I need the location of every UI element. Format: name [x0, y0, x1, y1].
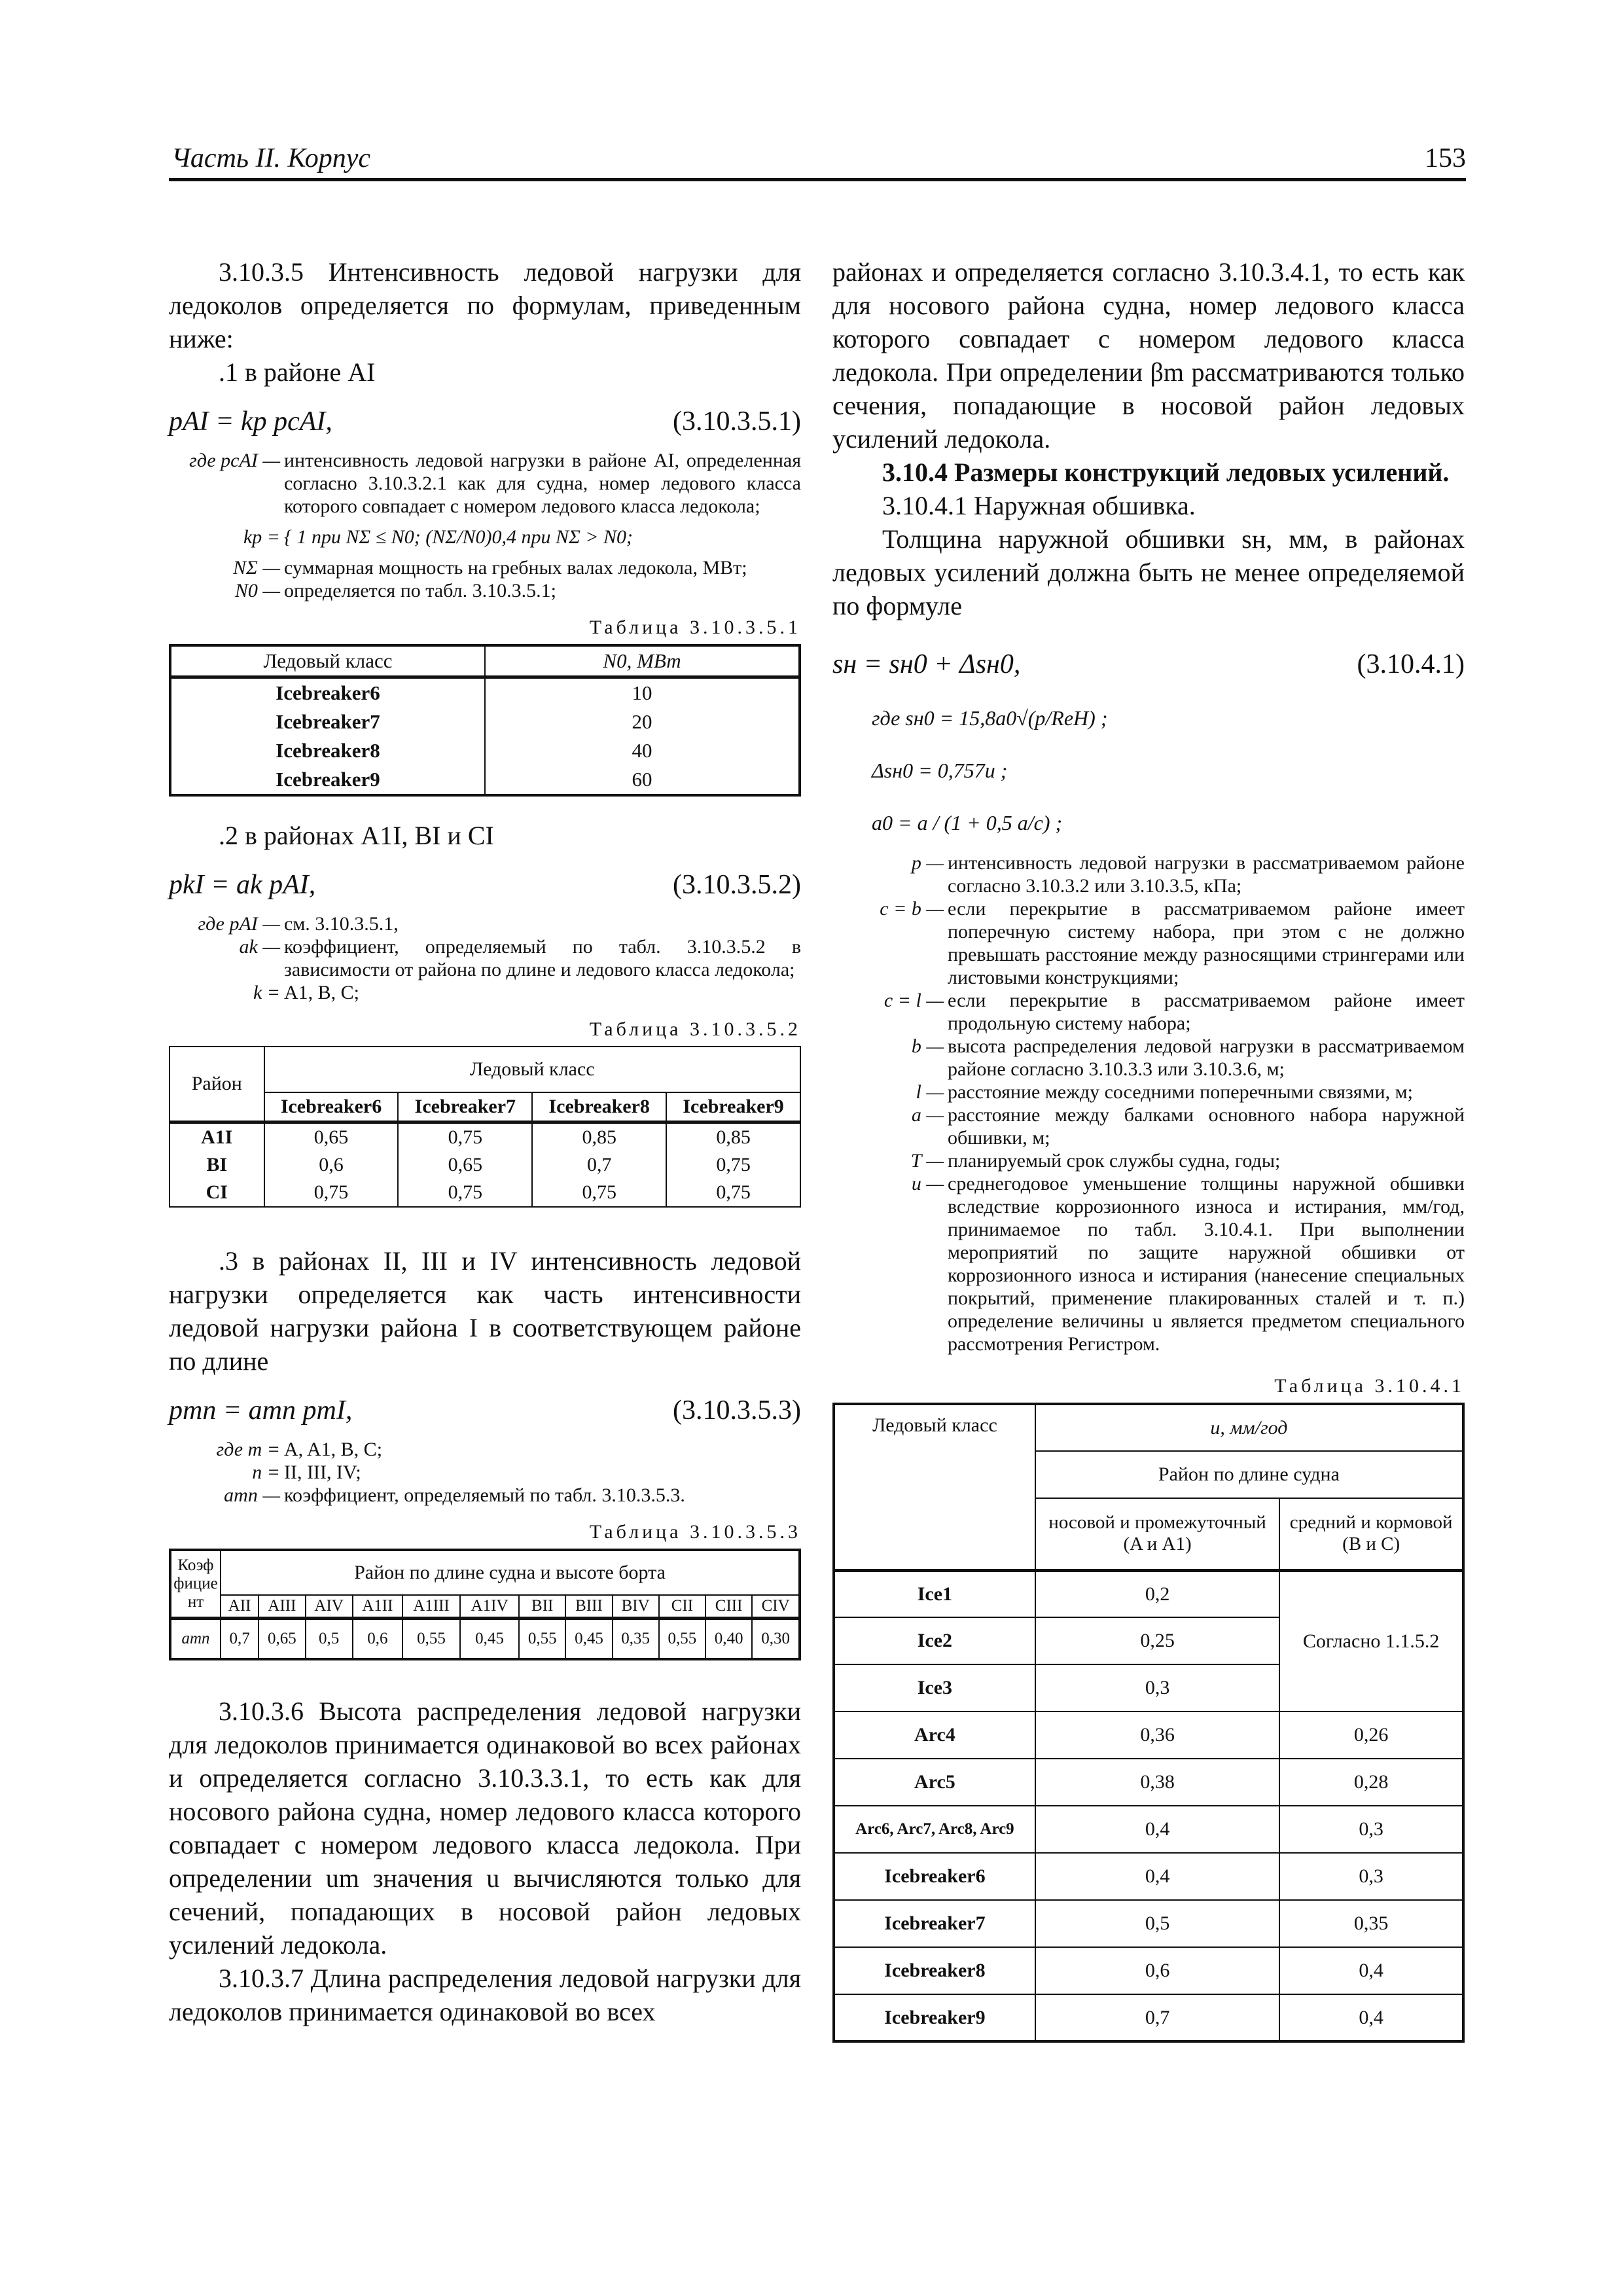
- table-3-10-3-5-2: [169, 1046, 801, 1208]
- table-caption: Таблица 3.10.3.5.1: [589, 617, 801, 638]
- table-cell: Icebreaker7: [834, 1900, 1035, 1947]
- table-caption: Таблица 3.10.3.5.3: [589, 1521, 801, 1543]
- table-cell: A1I: [169, 1122, 264, 1152]
- def-symbol: где pcAI —: [189, 450, 280, 471]
- definition-row: [169, 579, 801, 602]
- definition-row: [832, 1149, 1465, 1172]
- def-symbol: kp =: [243, 526, 280, 548]
- definition-row: [169, 935, 801, 981]
- def-symbol: u —: [911, 1173, 944, 1194]
- para-3-10-3-7: 3.10.3.7 Длина распределения ледовой нагрузки для ледоколов принимается одинаковой во всех: [169, 1963, 801, 2026]
- right-column: [832, 255, 1465, 2043]
- table-header: Район по длине судна и высоте борта: [221, 1550, 800, 1595]
- table-cell: 0,85: [532, 1122, 666, 1152]
- table-cell: 0,45: [460, 1619, 519, 1659]
- def-text: планируемый срок службы судна, годы;: [948, 1150, 1281, 1172]
- definition-row: [169, 1484, 801, 1507]
- table-header: N0, МВт: [485, 645, 800, 677]
- page-number: 153: [1425, 143, 1466, 173]
- table-cell: 0,26: [1279, 1712, 1463, 1759]
- table-cell: 0,4: [1279, 1994, 1463, 2041]
- formula-3-10-3-5-1: [169, 406, 801, 437]
- table-cell: Arc4: [834, 1712, 1035, 1759]
- table-cell: 0,3: [1035, 1664, 1279, 1712]
- table-cell: Icebreaker6: [170, 677, 485, 708]
- def-symbol: где m =: [216, 1439, 280, 1460]
- table-caption: Таблица 3.10.4.1: [1274, 1375, 1465, 1397]
- table-header: BIII: [565, 1595, 612, 1619]
- table-cell: 0,65: [264, 1122, 399, 1152]
- table-header: CIV: [752, 1595, 800, 1619]
- definition-row: [832, 852, 1465, 897]
- table-header: A1III: [402, 1595, 460, 1619]
- table-cell: 0,4: [1279, 1947, 1463, 1994]
- formula-number: (3.10.3.5.1): [673, 406, 801, 437]
- table-cell: 0,4: [1035, 1853, 1279, 1900]
- table-cell: 0,40: [705, 1619, 752, 1659]
- table-cell: 0,5: [306, 1619, 353, 1659]
- def-text: среднегодовое уменьшение толщины наружной обшивки вследствие коррозионного износа и истирания, мм/год, принимаемое по табл. 3.10.4.1. При выполнении мероприятий по защите наружной обшивки от коррозионного износа и истирания (нанесение специальных покрытий, применение плакированных сталей и т. п.) определение величины u является предметом специального рассмотрения Регистром.: [948, 1173, 1465, 1355]
- definition-row: [832, 1081, 1465, 1103]
- table-cell: 0,75: [264, 1179, 399, 1207]
- left-column: [169, 255, 801, 2028]
- table-cell: 0,6: [353, 1619, 402, 1659]
- def-symbol: n =: [252, 1462, 280, 1483]
- def-symbol: b —: [911, 1035, 944, 1057]
- def-text: расстояние между соседними поперечными связями, м;: [948, 1081, 1413, 1103]
- definition-row: [169, 1461, 801, 1484]
- def-symbol: где pAI —: [198, 913, 280, 935]
- table-cell: Arc6, Arc7, Arc8, Arc9: [834, 1806, 1035, 1853]
- table-cell: 0,35: [1279, 1900, 1463, 1947]
- table-cell: Icebreaker8: [834, 1947, 1035, 1994]
- sub-formula: где sн0 = 15,8a0√(p/ReH) ;: [872, 706, 1108, 730]
- def-text: интенсивность ледовой нагрузки в районе AI, определенная согласно 3.10.3.2.1 как для судна, номер ледового класса которого совпадает с номером ледового класса ледокола;: [284, 450, 801, 517]
- section-3-10-4-heading: 3.10.4 Размеры конструкций ледовых усилений.: [882, 457, 1450, 487]
- table-header: AIII: [259, 1595, 305, 1619]
- table-header: Icebreaker6: [264, 1092, 399, 1122]
- def-text: если перекрытие в рассматриваемом районе имеет продольную систему набора;: [948, 990, 1465, 1034]
- table-header: Район по длине судна: [1035, 1451, 1463, 1498]
- formula-number: (3.10.4.1): [1357, 649, 1465, 679]
- formula-expression: pAI = kp pcAI,: [169, 406, 332, 437]
- def-text: { 1 при NΣ ≤ N0; (NΣ/N0)0,4 при NΣ > N0;: [284, 526, 633, 548]
- table-cell: 0,55: [659, 1619, 705, 1659]
- table-cell: 0,38: [1035, 1759, 1279, 1806]
- table-cell: CI: [169, 1179, 264, 1207]
- table-cell: 40: [485, 736, 800, 765]
- table-cell: 20: [485, 708, 800, 736]
- table-cell: 0,3: [1279, 1853, 1463, 1900]
- table-header: u, мм/год: [1035, 1404, 1463, 1451]
- def-symbol: l —: [916, 1081, 944, 1103]
- table-cell: 0,3: [1279, 1806, 1463, 1853]
- table-cell: Icebreaker9: [170, 765, 485, 795]
- table-header: Icebreaker8: [532, 1092, 666, 1122]
- def-symbol: p —: [911, 852, 944, 874]
- table-header: Коэффициент: [170, 1550, 221, 1619]
- def-text: суммарная мощность на гребных валах ледокола, МВт;: [284, 557, 747, 579]
- table-header: Ледовый класс: [264, 1047, 800, 1092]
- table-cell: 0,7: [221, 1619, 259, 1659]
- sub-formulas: [832, 692, 1465, 849]
- table-cell: 0,65: [398, 1151, 532, 1179]
- def-text: см. 3.10.3.5.1,: [284, 913, 399, 935]
- table-3-10-3-5-1: [169, 644, 801, 797]
- def-text: определяется по табл. 3.10.3.5.1;: [284, 580, 556, 601]
- running-header-title: Часть II. Корпус: [171, 143, 371, 173]
- table-header: CIII: [705, 1595, 752, 1619]
- def-text: высота распределения ледовой нагрузки в рассматриваемом районе согласно 3.10.3.3 или 3.10.3.6, м;: [948, 1035, 1465, 1080]
- table-cell: 0,5: [1035, 1900, 1279, 1947]
- item-1: .1 в районе AI: [219, 357, 376, 387]
- table-cell: 0,45: [565, 1619, 612, 1659]
- table-cell: 0,30: [752, 1619, 800, 1659]
- table-cell: 0,85: [666, 1122, 800, 1152]
- para-continued: районах и определяется согласно 3.10.3.4.1, то есть как для носового района судна, номер ледового класса которого совпадает с номером ледового класса ледокола. При определении βm рассматриваются только сечения, попадающие в носовой район ледовых усилений ледокола.: [832, 257, 1465, 454]
- table-cell: Arc5: [834, 1759, 1035, 1806]
- definition-row: [169, 526, 801, 548]
- table-cell: 0,35: [613, 1619, 659, 1659]
- table-header: Ледовый класс: [834, 1404, 1035, 1570]
- para-3-10-3-5: 3.10.3.5 Интенсивность ледовой нагрузки для ледоколов определяется по формулам, приведенным ниже:: [169, 257, 801, 353]
- table-cell-note: Согласно 1.1.5.2: [1279, 1570, 1463, 1712]
- table-cell: Ice3: [834, 1664, 1035, 1712]
- def-symbol: a —: [911, 1104, 944, 1126]
- definitions-2: [169, 912, 801, 1004]
- def-symbol: c = l —: [883, 990, 944, 1011]
- def-text: II, III, IV;: [284, 1462, 361, 1483]
- para-shell-plating: Толщина наружной обшивки sн, мм, в районах ледовых усилений должна быть не менее определяемой по формуле: [832, 524, 1465, 620]
- item-2: .2 в районах A1I, BI и CI: [219, 821, 494, 850]
- formula-number: (3.10.3.5.3): [673, 1395, 801, 1426]
- definition-row: [169, 449, 801, 518]
- formula-expression: pmn = amn pmI,: [169, 1395, 353, 1426]
- def-text: если перекрытие в рассматриваемом районе имеет поперечную систему набора, при этом c не должно превышать расстояние между разносящими стрингерами или листовыми конструкциями;: [948, 898, 1465, 988]
- formula-expression: sн = sн0 + Δsн0,: [832, 649, 1021, 679]
- table-header: A1IV: [460, 1595, 519, 1619]
- table-cell: 0,6: [1035, 1947, 1279, 1994]
- table-header: Icebreaker7: [398, 1092, 532, 1122]
- table-cell: 0,7: [532, 1151, 666, 1179]
- table-header: средний и кормовой (B и C): [1279, 1498, 1463, 1570]
- table-cell: 0,75: [532, 1179, 666, 1207]
- table-header: BIV: [613, 1595, 659, 1619]
- table-cell: 0,75: [398, 1179, 532, 1207]
- table-cell: 0,75: [666, 1151, 800, 1179]
- table-header: AII: [221, 1595, 259, 1619]
- formula-3-10-3-5-2: [169, 869, 801, 901]
- definition-row: [169, 1438, 801, 1461]
- definition-row: [169, 556, 801, 579]
- table-row-label: amn: [170, 1619, 221, 1659]
- table-header: AIV: [306, 1595, 353, 1619]
- formula-number: (3.10.3.5.2): [673, 870, 801, 900]
- table-cell: 0,7: [1035, 1994, 1279, 2041]
- table-header: Ледовый класс: [170, 645, 485, 677]
- table-cell: 0,55: [519, 1619, 565, 1659]
- def-symbol: amn —: [224, 1484, 280, 1506]
- table-cell: Icebreaker8: [170, 736, 485, 765]
- table-cell: BI: [169, 1151, 264, 1179]
- definition-row: [169, 981, 801, 1004]
- table-cell: Icebreaker9: [834, 1994, 1035, 2041]
- table-header: A1II: [353, 1595, 402, 1619]
- formula-3-10-3-5-3: [169, 1395, 801, 1426]
- def-symbol: T —: [910, 1150, 944, 1172]
- definition-row: [832, 1103, 1465, 1149]
- definition-row: [832, 989, 1465, 1035]
- table-3-10-3-5-3: [169, 1549, 801, 1660]
- def-symbol: k =: [253, 982, 280, 1003]
- definitions-3: [169, 1438, 801, 1507]
- header-rule: [169, 178, 1466, 181]
- item-3: .3 в районах II, III и IV интенсивность ледовой нагрузки определяется как часть интенсивности ледовой нагрузки района I в соответствующем районе по длине: [169, 1246, 801, 1376]
- table-cell: 0,36: [1035, 1712, 1279, 1759]
- def-text: A, A1, B, C;: [284, 1439, 383, 1460]
- definitions-1: [169, 449, 801, 602]
- table-cell: 0,65: [259, 1619, 305, 1659]
- def-text: A1, B, C;: [284, 982, 360, 1003]
- table-cell: 0,55: [402, 1619, 460, 1659]
- formula-3-10-4-1: [832, 649, 1465, 680]
- sub-formula: Δsн0 = 0,757u ;: [872, 759, 1008, 782]
- def-text: коэффициент, определяемый по табл. 3.10.3.5.3.: [284, 1484, 685, 1506]
- table-cell: Ice2: [834, 1617, 1035, 1664]
- definition-row: [832, 1172, 1465, 1355]
- table-caption: Таблица 3.10.3.5.2: [589, 1018, 801, 1040]
- table-3-10-4-1: [832, 1403, 1465, 2043]
- table-cell: 0,75: [398, 1122, 532, 1152]
- definitions-4: [832, 852, 1465, 1355]
- formula-expression: pkI = ak pAI,: [169, 870, 316, 900]
- table-cell: Icebreaker7: [170, 708, 485, 736]
- table-cell: 10: [485, 677, 800, 708]
- sub-formula: a0 = a / (1 + 0,5 a/c) ;: [872, 811, 1063, 834]
- table-cell: 0,2: [1035, 1570, 1279, 1617]
- def-symbol: ak —: [239, 936, 280, 958]
- table-cell: 0,6: [264, 1151, 399, 1179]
- def-symbol: c = b —: [880, 898, 944, 920]
- def-text: расстояние между балками основного набора наружной обшивки, м;: [948, 1104, 1465, 1149]
- table-header: BII: [519, 1595, 565, 1619]
- definition-row: [832, 1035, 1465, 1081]
- table-header: Icebreaker9: [666, 1092, 800, 1122]
- table-header: Район: [169, 1047, 264, 1122]
- table-cell: Ice1: [834, 1570, 1035, 1617]
- def-symbol: NΣ —: [232, 557, 280, 579]
- definition-row: [169, 912, 801, 935]
- table-cell: 0,28: [1279, 1759, 1463, 1806]
- definition-row: [832, 897, 1465, 989]
- def-text: интенсивность ледовой нагрузки в рассматриваемом районе согласно 3.10.3.2 или 3.10.3.5, кПа;: [948, 852, 1465, 897]
- table-cell: 0,75: [666, 1179, 800, 1207]
- def-text: коэффициент, определяемый по табл. 3.10.3.5.2 в зависимости от района по длине и ледового класса ледокола;: [284, 936, 801, 980]
- table-cell: Icebreaker6: [834, 1853, 1035, 1900]
- table-cell: 0,25: [1035, 1617, 1279, 1664]
- para-3-10-3-6: 3.10.3.6 Высота распределения ледовой нагрузки для ледоколов принимается одинаковой во всех районах и определяется согласно 3.10.3.3.1, то есть как для носового района судна, номер ледового класса которого совпадает с номером ледового класса ледокола. При определении um значения u вычисляются только для сечений, попадающих в носовой район ледовых усилений ледокола.: [169, 1696, 801, 1960]
- table-cell: 60: [485, 765, 800, 795]
- table-header: CII: [659, 1595, 705, 1619]
- def-symbol: N0 —: [234, 580, 280, 601]
- table-header: носовой и промежуточный (A и A1): [1035, 1498, 1279, 1570]
- table-cell: 0,4: [1035, 1806, 1279, 1853]
- subsection-3-10-4-1: 3.10.4.1 Наружная обшивка.: [882, 491, 1196, 520]
